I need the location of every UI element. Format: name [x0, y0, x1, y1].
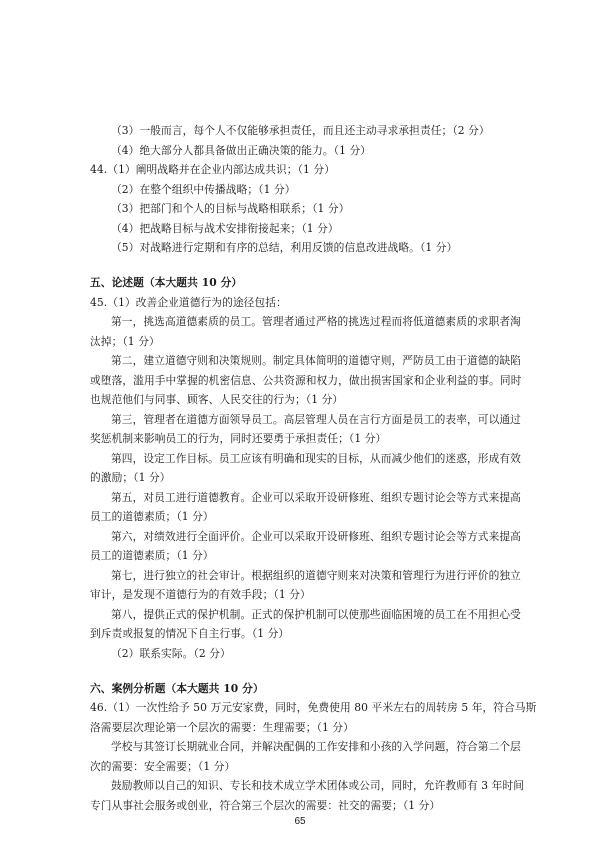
q45-p5-line2: 员工的道德素质；（1 分）	[90, 510, 214, 523]
q44-item2: （2）在整个组织中传播战略；（1 分）	[111, 183, 296, 196]
q46-p3-line1: 鼓励教师以自己的知识、专长和技术成立学术团体或公司，同时，允许教师有 3 年时间	[111, 779, 525, 792]
q45-p6-line1: 第六，对绩效进行全面评价。企业可以采取开设研修班、组织专题讨论会等方式来提高	[111, 530, 521, 543]
q45-intro: 45.（1）改善企业道德行为的途径包括：	[90, 296, 287, 309]
q45-p8-line1: 第八，提供正式的保护机制。正式的保护机制可以使那些面临困境的员工在不用担心受	[111, 608, 521, 621]
q45-p1-line1: 第一，挑选高道德素质的员工。管理者通过严格的挑选过程而将低道德素质的求职者淘	[111, 315, 521, 328]
q45-part2: （2）联系实际。（2 分）	[111, 647, 231, 660]
q45-p7-line1: 第七，进行独立的社会审计。根据组织的道德守则来对决策和管理行为进行评价的独立	[111, 569, 521, 582]
q45-p4-line1: 第四，设定工作目标。员工应该有明确和现实的目标，从而减少他们的迷惑，形成有效	[111, 452, 521, 465]
q45-p3-line2: 奖惩机制来影响员工的行为，同时还要勇于承担责任；（1 分）	[90, 432, 387, 445]
q43-item4: （4）绝大部分人都具备做出正确决策的能力。（1 分）	[111, 144, 372, 157]
q45-p2-line1: 第二，建立道德守则和决策规则。制定具体简明的道德守则，严防员工由于道德的缺陷	[111, 354, 521, 367]
q46-p1-line1: 46.（1）一次性给予 50 万元安家费，同时，免费使用 80 平米左右的周转房 5 年，符合马斯	[90, 701, 537, 714]
q46-p2-line2: 次的需要：安全需要；（1 分）	[90, 760, 236, 773]
q45-p7-line2: 审计，是发现不道德行为的有效手段；（1 分）	[90, 588, 311, 601]
q44-item1: 44.（1）阐明战略并在企业内部达成共识；（1 分）	[90, 163, 335, 176]
q45-p2-line2: 或堕落，滥用手中掌握的机密信息、公共资源和权力，做出损害国家和企业利益的事。同时	[90, 374, 522, 387]
q44-item4: （4）把战略目标与战术安排衔接起来；（1 分）	[111, 222, 339, 235]
q46-p2-line1: 学校与其签订长期就业合同，并解决配偶的工作安排和小孩的入学问题，符合第二个层	[111, 740, 521, 753]
q46-p3-line2: 专门从事社会服务或创业，符合第三个层次的需要：社交的需要；（1 分）	[90, 799, 441, 812]
q45-p1-line2: 汰掉；（1 分）	[90, 335, 160, 348]
q46-p1-line2: 洛需要层次理论第一个层次的需要：生理需要；（1 分）	[90, 721, 354, 734]
q44-item3: （3）把部门和个人的目标与战略相联系；（1 分）	[111, 202, 350, 215]
q45-p2-line3: 也规范他们与同事、顾客、人民交往的行为；（1 分）	[90, 393, 344, 406]
q45-p3-line1: 第三，管理者在道德方面领导员工。高层管理人员在言行方面是员工的表率，可以通过	[111, 413, 521, 426]
section6-heading: 六、案例分析题（本大题共 10 分）	[90, 682, 264, 695]
q45-p8-line2: 到斥责或报复的情况下自主行事。（1 分）	[90, 627, 290, 640]
q45-p6-line2: 员工的道德素质；（1 分）	[90, 549, 214, 562]
q43-item3: （3）一般而言，每个人不仅能够承担责任，而且还主动寻求承担责任；（2 分）	[111, 124, 490, 137]
q45-p5-line1: 第五，对员工进行道德教育。企业可以采取开设研修班、组织专题讨论会等方式来提高	[111, 491, 521, 504]
section5-heading: 五、论述题（本大题共 10 分）	[90, 276, 243, 289]
q44-item5: （5）对战略进行定期和有序的总结，利用反馈的信息改进战略。（1 分）	[111, 241, 458, 254]
q45-p4-line2: 的激励；（1 分）	[90, 471, 171, 484]
page-number: 65	[294, 816, 306, 827]
